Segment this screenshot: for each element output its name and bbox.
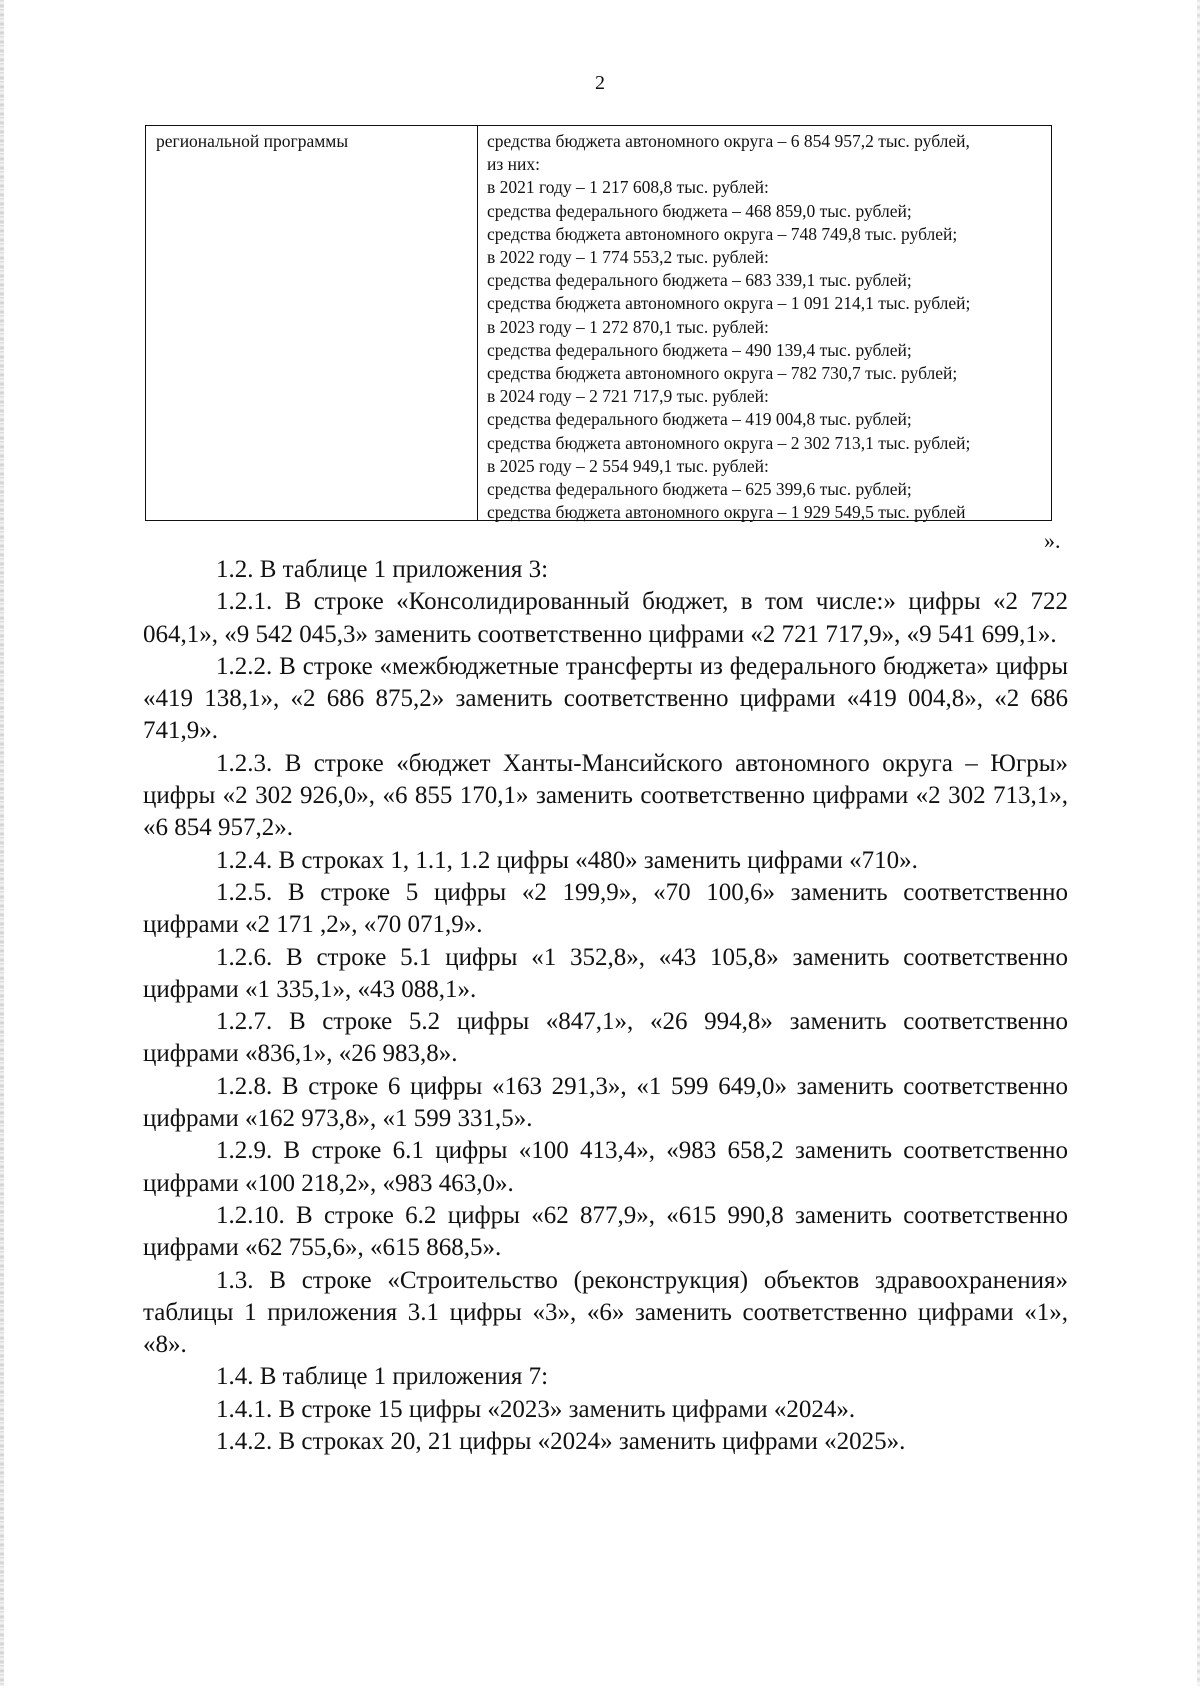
table-line: средства федерального бюджета – 419 004,8 тыс. рублей;	[487, 409, 912, 430]
amendments-text	[143, 554, 1068, 1458]
table-line: из них:	[487, 154, 540, 175]
table-line: средства бюджета автономного округа – 748 749,8 тыс. рублей;	[487, 223, 958, 244]
table-line: средства федерального бюджета – 625 399,6 тыс. рублей;	[487, 479, 912, 500]
paragraph-1-2-9: 1.2.9. В строке 6.1 цифры «100 413,4», «983 658,2 заменить соответственно цифрами «100 218,2», «983 463,0».	[143, 1137, 1068, 1197]
table-line: средства бюджета автономного округа – 1 091 214,1 тыс. рублей;	[487, 293, 971, 314]
paragraph-1-2: 1.2. В таблице 1 приложения 3:	[216, 556, 549, 583]
paragraph-1-2-2: 1.2.2. В строке «межбюджетные трансферты из федерального бюджета» цифры «419 138,1», «2 686 875,2» заменить соответственно цифрами «419 004,8», «2 686 741,9».	[143, 652, 1068, 745]
table-left-cell: региональной программы	[146, 126, 478, 520]
paragraph-1-2-7: 1.2.7. В строке 5.2 цифры «847,1», «26 994,8» заменить соответственно цифрами «836,1», «26 983,8».	[143, 1008, 1068, 1068]
table-line: средства бюджета автономного округа – 2 302 713,1 тыс. рублей;	[487, 432, 971, 453]
paragraph-1-4: 1.4. В таблице 1 приложения 7:	[216, 1363, 549, 1391]
table-line: в 2022 году – 1 774 553,2 тыс. рублей:	[487, 247, 769, 268]
paragraph-1-2-8: 1.2.8. В строке 6 цифры «163 291,3», «1 599 649,0» заменить соответственно цифрами «162 973,8», «1 599 331,5».	[143, 1072, 1068, 1133]
table-line: средства бюджета автономного округа – 1 929 549,5 тыс. рублей	[487, 502, 966, 523]
paragraph-1-4-1: 1.4.1. В строке 15 цифры «2023» заменить цифрами «2024».	[216, 1395, 856, 1423]
table-line: средства федерального бюджета – 490 139,4 тыс. рублей;	[487, 339, 912, 360]
paragraph-1-2-3: 1.2.3. В строке «бюджет Ханты-Мансийского автономного округа – Югры» цифры «2 302 926,0», «6 855 170,1» заменить соответственно цифрами «2 302 713,1», «6 854 957,2».	[143, 749, 1068, 842]
paragraph-1-2-4: 1.2.4. В строках 1, 1.1, 1.2 цифры «480» заменить цифрами «710».	[216, 846, 918, 874]
table-line: в 2023 году – 1 272 870,1 тыс. рублей:	[487, 316, 769, 337]
paragraph-1-3: 1.3. В строке «Строительство (реконструкция) объектов здравоохранения» таблицы 1 приложения 3.1 цифры «3», «6» заменить соответственно цифрами «1», «8».	[143, 1266, 1068, 1359]
paragraph-1-2-10: 1.2.10. В строке 6.2 цифры «62 877,9», «615 990,8 заменить соответственно цифрами «62 755,6», «615 868,5».	[143, 1201, 1068, 1262]
paragraph-1-2-1: 1.2.1. В строке «Консолидированный бюджет, в том числе:» цифры «2 722 064,1», «9 542 045,3» заменить соответственно цифрами «2 721 717,9», «9 541 699,1».	[143, 588, 1068, 648]
closing-quote: ».	[1044, 528, 1061, 553]
paragraph-1-4-2: 1.4.2. В строках 20, 21 цифры «2024» заменить цифрами «2025».	[216, 1428, 906, 1456]
table-line: средства бюджета автономного округа – 782 730,7 тыс. рублей;	[487, 363, 958, 384]
scan-edge-left	[0, 0, 4, 1686]
table-line: в 2024 году – 2 721 717,9 тыс. рублей:	[487, 386, 769, 407]
table-line: средства федерального бюджета – 468 859,0 тыс. рублей;	[487, 200, 912, 221]
page-number: 2	[595, 72, 605, 94]
table-line: в 2025 году – 2 554 949,1 тыс. рублей:	[487, 455, 769, 476]
paragraph-1-2-5: 1.2.5. В строке 5 цифры «2 199,9», «70 100,6» заменить соответственно цифрами «2 171 ,2», «70 071,9».	[143, 878, 1068, 939]
paragraph-1-2-6: 1.2.6. В строке 5.1 цифры «1 352,8», «43 105,8» заменить соответственно цифрами «1 335,1», «43 088,1».	[143, 943, 1068, 1003]
table-line: в 2021 году – 1 217 608,8 тыс. рублей:	[487, 177, 769, 198]
table-line: средства федерального бюджета – 683 339,1 тыс. рублей;	[487, 270, 912, 291]
table-right-cell	[478, 126, 1051, 523]
funding-table	[145, 125, 1052, 521]
table-line: средства бюджета автономного округа – 6 854 957,2 тыс. рублей,	[487, 131, 970, 151]
